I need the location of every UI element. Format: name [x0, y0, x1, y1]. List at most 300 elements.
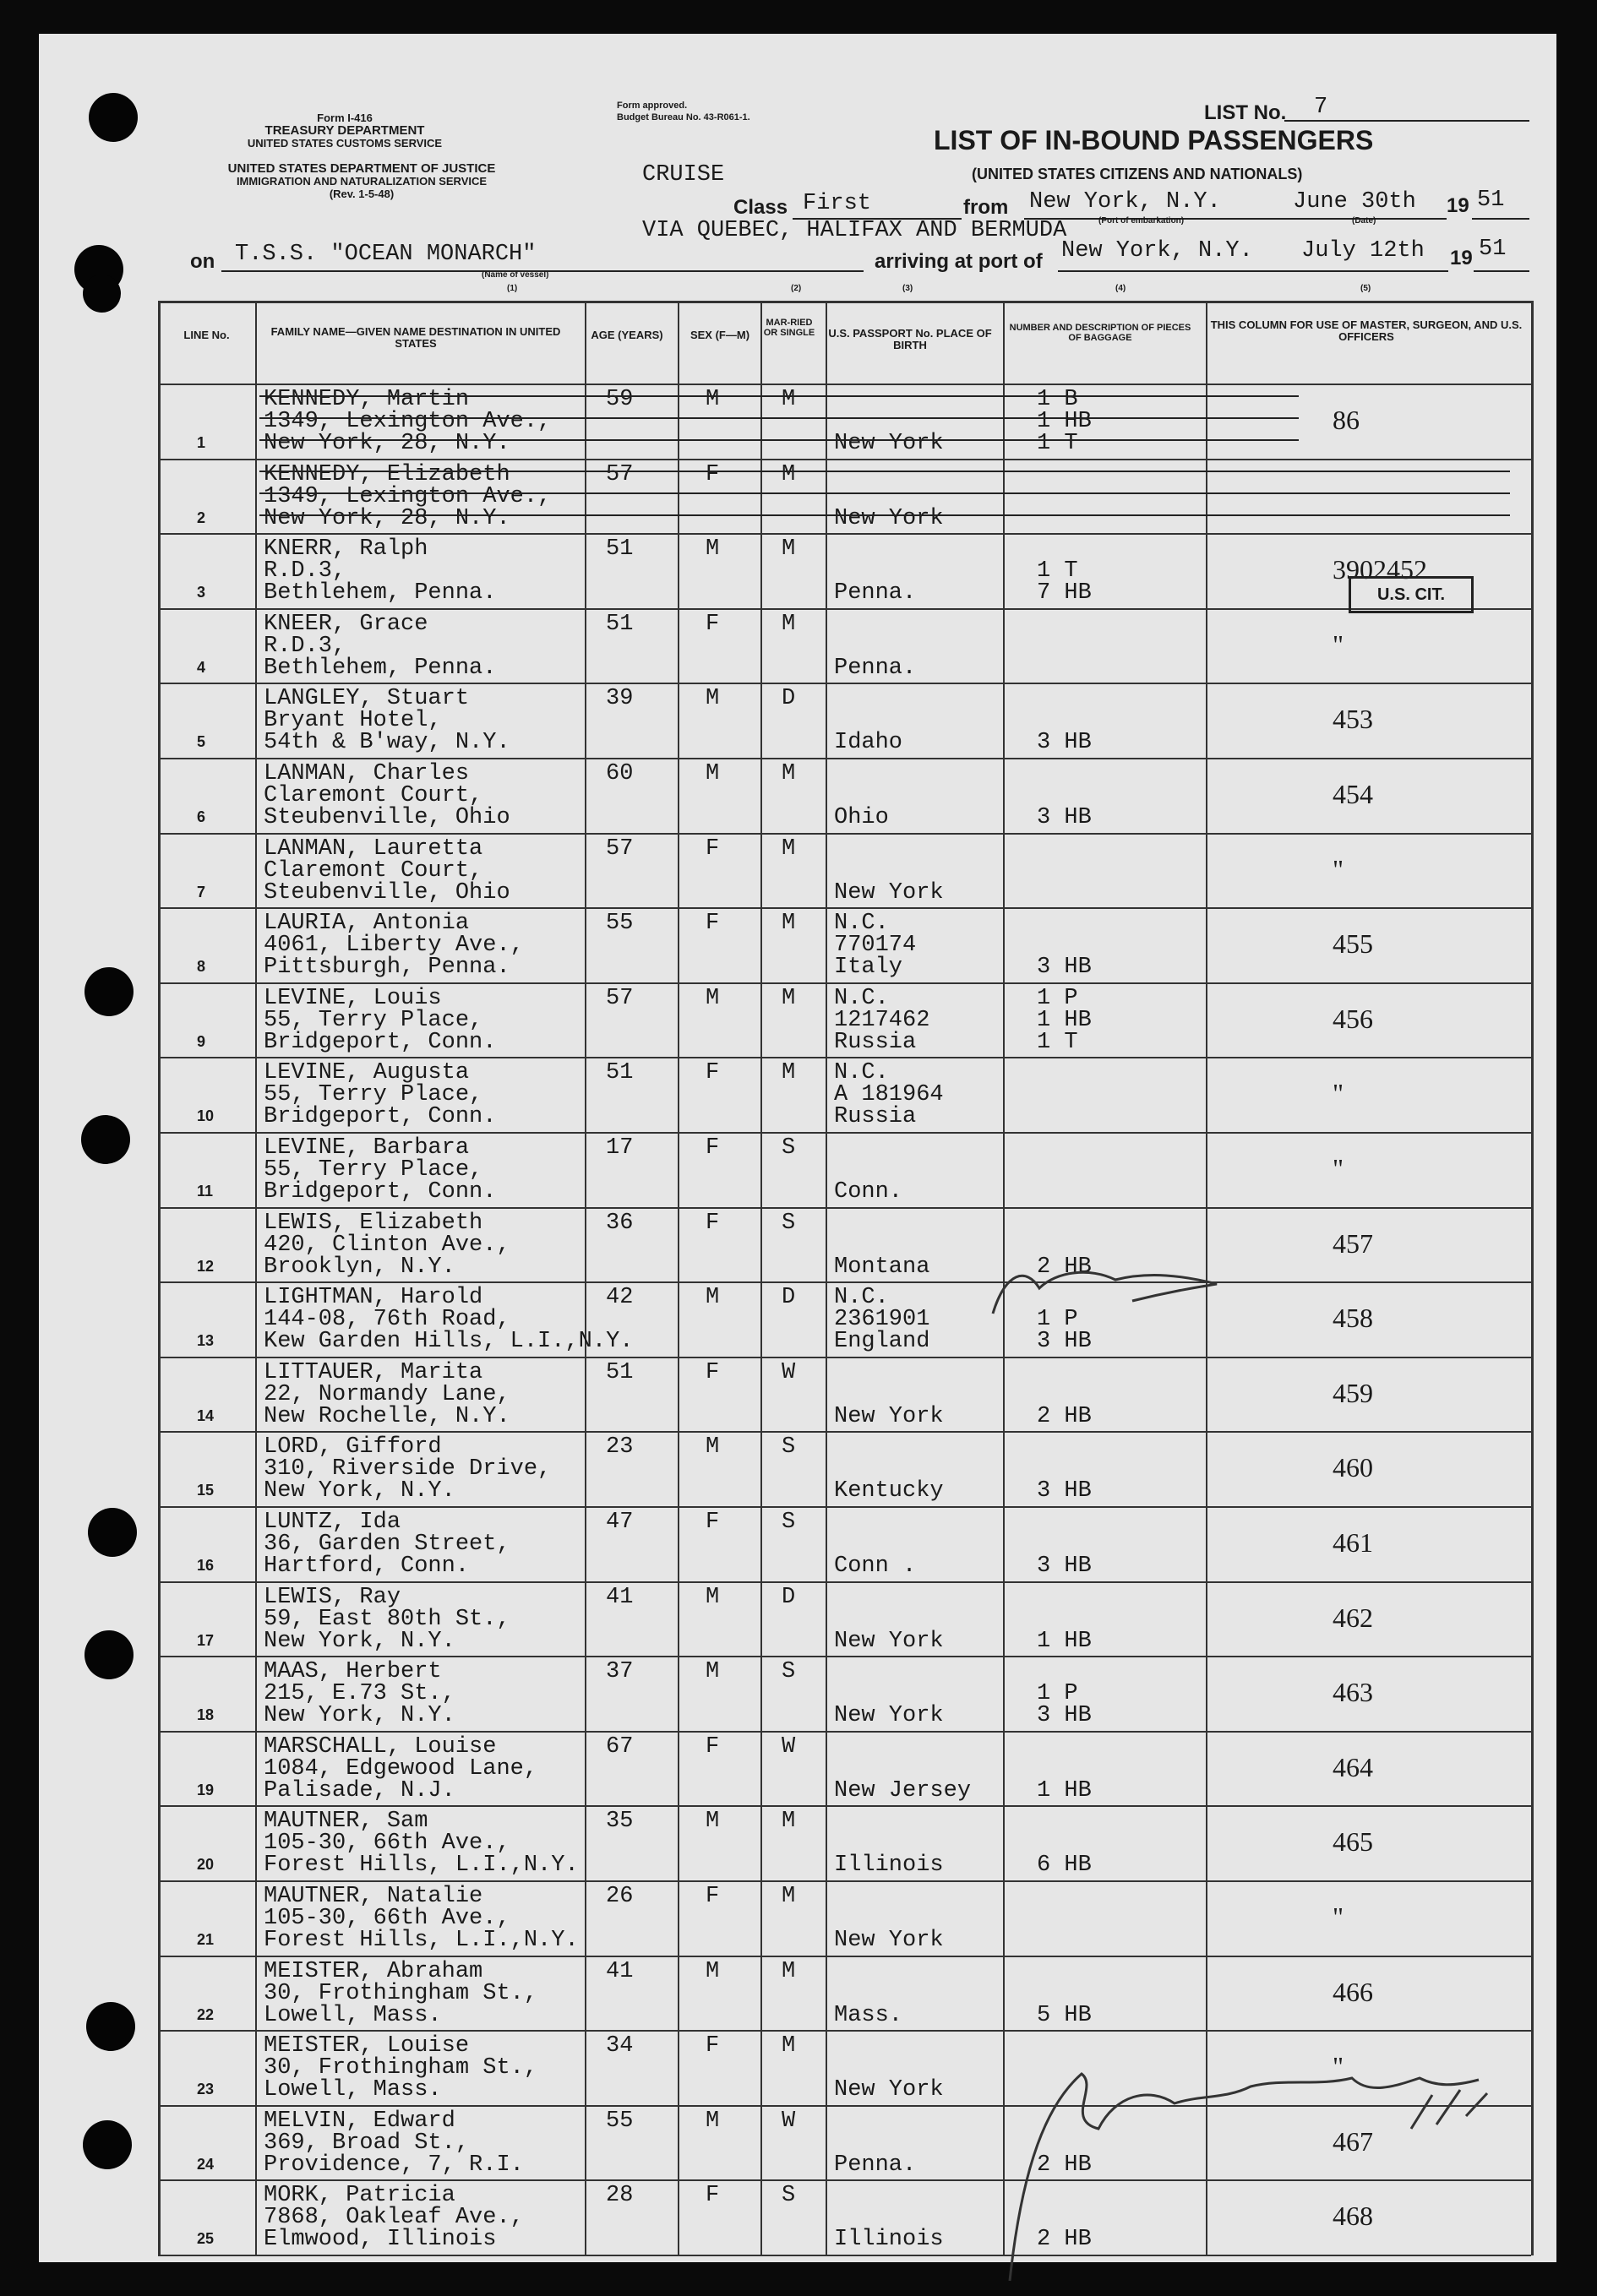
cell-officer-note: 465 — [1333, 1826, 1373, 1858]
customs-service: UNITED STATES CUSTOMS SERVICE — [247, 137, 443, 150]
cell-addr1: 369, Broad St., — [264, 2130, 470, 2156]
cell-ms: W — [782, 2108, 796, 2134]
cell-sex: M — [706, 387, 720, 412]
cell-addr2: Kew Garden Hills, L.I.,N.Y. — [264, 1329, 634, 1355]
cell-addr2: New York, N.Y. — [264, 1628, 455, 1654]
cell-place-of-birth: Penna. — [834, 655, 917, 681]
port-of-arrival: New York, N.Y. — [1061, 238, 1253, 264]
cell-addr1: 30, Frothingham St., — [264, 1980, 538, 2006]
row-divider — [158, 1731, 1531, 1733]
strike-through — [259, 417, 1299, 419]
col-head-married: MAR-RIED OR SINGLE — [763, 318, 815, 338]
cell-baggage-line-2: 1 HB — [1037, 409, 1092, 434]
cell-addr2: Bethlehem, Penna. — [264, 580, 497, 607]
cell-ms: D — [782, 1285, 796, 1311]
cell-addr2: Hartford, Conn. — [264, 1553, 470, 1579]
binder-hole — [81, 1115, 130, 1164]
cell-officer-note: 467 — [1333, 2125, 1373, 2157]
cell-addr2: Bridgeport, Conn. — [264, 1104, 497, 1130]
strike-through — [259, 492, 1510, 494]
cell-addr1: 55, Terry Place, — [264, 1157, 483, 1183]
cell-age: 42 — [606, 1285, 634, 1311]
cell-ms: M — [782, 985, 796, 1011]
row-divider — [158, 1656, 1531, 1657]
cell-addr2: Elmwood, Illinois — [264, 2227, 497, 2253]
table-row — [158, 1956, 1531, 2031]
budget-bureau: Budget Bureau No. 43-R061-1. — [617, 112, 750, 122]
table-row — [158, 533, 1531, 608]
cell-officer-note: " — [1333, 1078, 1344, 1109]
cell-addr1: Claremont Court, — [264, 857, 483, 884]
line-number: 13 — [197, 1332, 215, 1350]
cell-place-of-birth: England — [834, 1329, 930, 1355]
cell-baggage-line-3: 1 T — [1037, 1029, 1078, 1055]
row-divider — [158, 2179, 1531, 2181]
cell-addr1: 105-30, 66th Ave., — [264, 1906, 510, 1931]
cell-name: LAURIA, Antonia — [264, 911, 470, 937]
table-bottom-border — [158, 2255, 1531, 2256]
form-approved: Form approved. — [617, 101, 688, 111]
cell-baggage-line-2: 1 P — [1037, 1307, 1078, 1333]
cell-addr1: 30, Frothingham St., — [264, 2055, 538, 2081]
table-row — [158, 758, 1531, 833]
col-num-5: (5) — [1360, 284, 1371, 293]
cell-officer-note: " — [1333, 1902, 1344, 1932]
row-divider — [158, 1506, 1531, 1508]
col-head-sex: SEX (F—M) — [689, 329, 750, 341]
table-row — [158, 608, 1531, 683]
cell-passport-line-2: 2361901 — [834, 1307, 930, 1333]
cell-baggage-line-2: 1 T — [1037, 558, 1078, 585]
line-number: 10 — [197, 1107, 215, 1125]
cell-baggage-line-3: 7 HB — [1037, 580, 1092, 607]
col-head-age: AGE (YEARS) — [591, 329, 663, 341]
cell-addr1: 36, Garden Street, — [264, 1532, 510, 1557]
cell-addr1: R.D.3, — [264, 558, 346, 585]
cell-officer-note: " — [1333, 628, 1344, 660]
row-divider — [158, 459, 1531, 460]
cell-place-of-birth: Penna. — [834, 2152, 917, 2178]
cell-baggage-line-3: 3 HB — [1037, 955, 1092, 981]
cell-addr2: Steubenville, Ohio — [264, 805, 510, 830]
approval-block — [617, 100, 750, 123]
cell-name: KENNEDY, Elizabeth — [264, 461, 510, 487]
cell-place-of-birth: Conn . — [834, 1553, 917, 1579]
line-number: 5 — [197, 733, 206, 751]
cell-addr1: 105-30, 66th Ave., — [264, 1831, 510, 1857]
cell-ms: D — [782, 686, 796, 712]
cell-sex: F — [706, 461, 720, 487]
cell-age: 55 — [606, 911, 634, 937]
cell-addr1: 310, Riverside Drive, — [264, 1456, 552, 1483]
document-title: LIST OF IN-BOUND PASSENGERS — [934, 125, 1374, 155]
cell-addr2: Forest Hills, L.I.,N.Y. — [264, 1928, 579, 1953]
cell-name: KNEER, Grace — [264, 611, 428, 637]
table-row — [158, 2105, 1531, 2180]
line-number: 19 — [197, 1781, 215, 1798]
year1-line — [1472, 218, 1529, 220]
line-number: 3 — [197, 584, 206, 601]
cell-age: 34 — [606, 2033, 634, 2059]
stamp-text: U.S. CIT. — [1376, 585, 1445, 604]
line-number: 1 — [197, 434, 206, 451]
cell-age: 51 — [606, 1060, 634, 1086]
from-label: from — [963, 196, 1009, 219]
cell-sex: F — [706, 1884, 720, 1909]
cell-age: 26 — [606, 1884, 634, 1909]
cell-place-of-birth: New York — [834, 1628, 944, 1654]
cell-addr1: R.D.3, — [264, 633, 346, 659]
cell-addr2: New York, N.Y. — [264, 1703, 455, 1729]
cell-addr1: 215, E.73 St., — [264, 1681, 455, 1707]
cell-place-of-birth: New York — [834, 1403, 944, 1429]
cell-name: MORK, Patricia — [264, 2183, 455, 2209]
cell-passport-line-2: A 181964 — [834, 1082, 944, 1108]
cell-age: 37 — [606, 1659, 634, 1685]
row-divider — [158, 608, 1531, 610]
cell-officer-note: 459 — [1333, 1377, 1373, 1408]
cell-officer-note: " — [1333, 1153, 1344, 1183]
table-row — [158, 907, 1531, 982]
cell-addr2: Lowell, Mass. — [264, 2077, 442, 2103]
cell-addr2: New York, 28, N.Y. — [264, 431, 510, 456]
class-value: First — [803, 191, 872, 216]
table-row — [158, 2179, 1531, 2255]
cell-ms: S — [782, 1434, 796, 1461]
cell-place-of-birth: New York — [834, 505, 944, 531]
row-divider — [158, 1581, 1531, 1583]
cell-sex: F — [706, 1733, 720, 1760]
cell-sex: F — [706, 1359, 720, 1385]
row-divider — [158, 982, 1531, 984]
col-num-2: (2) — [791, 284, 802, 293]
line-number: 25 — [197, 2230, 215, 2248]
form-id-block — [218, 112, 471, 150]
cell-name: LANGLEY, Stuart — [264, 686, 470, 712]
cell-baggage-line-2: 1 P — [1037, 1681, 1078, 1707]
cell-baggage-line-3: 3 HB — [1037, 1329, 1092, 1355]
cell-officer-note: 454 — [1333, 779, 1373, 809]
cell-sex: F — [706, 1060, 720, 1086]
cell-addr2: Forest Hills, L.I.,N.Y. — [264, 1853, 579, 1879]
table-outer-border — [1531, 301, 1534, 2255]
cell-sex: F — [706, 611, 720, 637]
cell-sex: M — [706, 761, 720, 786]
doj-block — [193, 162, 531, 200]
form-number: Form I-416 — [317, 112, 373, 124]
cell-addr1: Claremont Court, — [264, 783, 483, 808]
cell-passport-line-2: 770174 — [834, 933, 917, 959]
cell-place-of-birth: New York — [834, 879, 944, 906]
cell-age: 39 — [606, 686, 634, 712]
table-row — [158, 384, 1531, 459]
table-row — [158, 982, 1531, 1058]
cell-place-of-birth: Kentucky — [834, 1478, 944, 1504]
cell-addr2: Lowell, Mass. — [264, 2002, 442, 2028]
cell-name: MEISTER, Abraham — [264, 1958, 483, 1984]
col-head-line: LINE No. — [183, 329, 230, 341]
cell-baggage-line-3: 2 HB — [1037, 2227, 1092, 2253]
cell-name: MAAS, Herbert — [264, 1659, 442, 1685]
cell-place-of-birth: New York — [834, 1703, 944, 1729]
line-number: 22 — [197, 2005, 215, 2023]
cell-officer-note: 453 — [1333, 704, 1373, 735]
cell-officer-note: 86 — [1333, 405, 1360, 435]
table-row — [158, 1207, 1531, 1282]
cell-place-of-birth: Illinois — [834, 2227, 944, 2253]
cell-officer-note: 463 — [1333, 1677, 1373, 1708]
table-row — [158, 1656, 1531, 1731]
cell-baggage-line-3: 3 HB — [1037, 1703, 1092, 1729]
cell-place-of-birth: Mass. — [834, 2002, 903, 2028]
cell-addr2: Palisade, N.J. — [264, 1777, 455, 1804]
cell-ms: S — [782, 1135, 796, 1161]
cell-place-of-birth: Montana — [834, 1254, 930, 1280]
cell-age: 35 — [606, 1809, 634, 1835]
passenger-table — [158, 269, 1531, 2255]
cell-passport-line-1: N.C. — [834, 1060, 889, 1086]
row-divider — [158, 533, 1531, 535]
document-subtitle: (UNITED STATES CITIZENS AND NATIONALS) — [972, 166, 1303, 182]
cell-passport-line-1: N.C. — [834, 985, 889, 1011]
cell-officer-note: 466 — [1333, 1976, 1373, 2007]
cell-age: 17 — [606, 1135, 634, 1161]
cell-addr2: Bridgeport, Conn. — [264, 1029, 497, 1055]
cell-ms: M — [782, 387, 796, 412]
cell-ms: S — [782, 1210, 796, 1236]
cell-addr1: 22, Normandy Lane, — [264, 1381, 510, 1407]
cell-ms: M — [782, 1884, 796, 1909]
line-number: 7 — [197, 883, 206, 900]
cell-baggage-line-3: 2 HB — [1037, 2152, 1092, 2178]
cell-addr2: New York, N.Y. — [264, 1478, 455, 1504]
list-no-line — [1284, 120, 1529, 122]
cell-sex: M — [706, 985, 720, 1011]
line-number: 18 — [197, 1706, 215, 1724]
row-divider — [158, 1956, 1531, 1957]
cell-name: LITTAUER, Marita — [264, 1359, 483, 1385]
cell-name: MAUTNER, Natalie — [264, 1884, 483, 1909]
cell-addr2: Bridgeport, Conn. — [264, 1179, 497, 1205]
cell-baggage-line-3: 3 HB — [1037, 1553, 1092, 1579]
cell-officer-note: 455 — [1333, 928, 1373, 960]
vessel-caption: (Name of vessel) — [482, 270, 549, 280]
rev-date: (Rev. 1-5-48) — [329, 188, 395, 200]
cell-name: LEWIS, Ray — [264, 1584, 401, 1610]
cruise-label: CRUISE — [642, 162, 725, 188]
cell-age: 23 — [606, 1434, 634, 1461]
table-row — [158, 459, 1531, 534]
cell-ms: M — [782, 461, 796, 487]
cell-addr2: Steubenville, Ohio — [264, 879, 510, 906]
cell-place-of-birth: Italy — [834, 955, 903, 981]
year1-value: 51 — [1477, 188, 1505, 213]
col-head-officers: THIS COLUMN FOR USE OF MASTER, SURGEON, AND U.S. OFFICERS — [1210, 318, 1523, 343]
cell-name: LEWIS, Elizabeth — [264, 1210, 483, 1236]
cell-age: 57 — [606, 985, 634, 1011]
cell-name: LEVINE, Louis — [264, 985, 442, 1011]
cell-sex: M — [706, 2108, 720, 2134]
port-of-embarkation: New York, N.Y. — [1029, 189, 1221, 215]
cell-officer-note: 468 — [1333, 2201, 1373, 2232]
cell-place-of-birth: New York — [834, 1928, 944, 1953]
cell-baggage-line-2: 1 HB — [1037, 1007, 1092, 1033]
row-divider — [158, 1207, 1531, 1209]
line-number: 16 — [197, 1557, 215, 1574]
cell-sex: F — [706, 835, 720, 862]
cell-sex: M — [706, 1584, 720, 1610]
row-divider — [158, 683, 1531, 684]
cell-sex: F — [706, 2033, 720, 2059]
cell-addr2: Providence, 7, R.I. — [264, 2152, 524, 2178]
cell-age: 51 — [606, 1359, 634, 1385]
cell-sex: F — [706, 1210, 720, 1236]
cell-addr1: 1349, Lexington Ave., — [264, 409, 552, 434]
row-divider — [158, 1057, 1531, 1058]
col-head-passport: U.S. PASSPORT No. PLACE OF BIRTH — [828, 327, 992, 351]
cell-addr1: 55, Terry Place, — [264, 1082, 483, 1108]
line-number: 12 — [197, 1257, 215, 1275]
cell-age: 36 — [606, 1210, 634, 1236]
cell-baggage-line-1: 1 P — [1037, 985, 1078, 1011]
cell-name: LORD, Gifford — [264, 1434, 442, 1461]
cell-officer-note: 460 — [1333, 1452, 1373, 1483]
cell-sex: M — [706, 1285, 720, 1311]
line-number: 24 — [197, 2155, 215, 2173]
row-divider — [158, 1132, 1531, 1134]
table-row — [158, 1357, 1531, 1432]
cell-sex: M — [706, 1659, 720, 1685]
cell-place-of-birth: Conn. — [834, 1179, 903, 1205]
table-row — [158, 833, 1531, 908]
cell-place-of-birth: Russia — [834, 1029, 917, 1055]
row-divider — [158, 1357, 1531, 1358]
cell-baggage-line-3: 2 HB — [1037, 1403, 1092, 1429]
ins-title: IMMIGRATION AND NATURALIZATION SERVICE — [236, 175, 488, 188]
cell-baggage-line-3: 2 HB — [1037, 1254, 1092, 1280]
year1-prefix: 19 — [1447, 194, 1469, 217]
col-head-baggage: NUMBER AND DESCRIPTION OF PIECES OF BAGGAGE — [1009, 323, 1191, 343]
cell-name: LANMAN, Charles — [264, 761, 470, 786]
binder-hole — [86, 2002, 135, 2051]
cell-ms: W — [782, 1359, 796, 1385]
cell-sex: F — [706, 2183, 720, 2209]
table-row — [158, 1506, 1531, 1581]
cell-sex: M — [706, 686, 720, 712]
cell-ms: M — [782, 1958, 796, 1984]
us-citizen-stamp — [1349, 576, 1474, 613]
cell-name: MARSCHALL, Louise — [264, 1733, 497, 1760]
row-divider — [158, 2030, 1531, 2032]
table-top-border — [158, 301, 1531, 303]
cell-age: 57 — [606, 835, 634, 862]
date-caption: (Date) — [1352, 216, 1376, 226]
cell-place-of-birth: Illinois — [834, 1853, 944, 1879]
cell-sex: F — [706, 1135, 720, 1161]
cell-ms: M — [782, 536, 796, 563]
cell-sex: M — [706, 1809, 720, 1835]
cell-ms: M — [782, 1809, 796, 1835]
cell-addr2: Pittsburgh, Penna. — [264, 955, 510, 981]
cell-baggage-line-3: 1 HB — [1037, 1628, 1092, 1654]
cell-addr1: 55, Terry Place, — [264, 1007, 483, 1033]
cell-baggage-line-3: 5 HB — [1037, 2002, 1092, 2028]
line-number: 14 — [197, 1406, 215, 1424]
cell-name: LUNTZ, Ida — [264, 1510, 401, 1535]
line-number: 9 — [197, 1032, 206, 1050]
cell-baggage-line-1: 1 B — [1037, 387, 1078, 412]
table-row — [158, 1880, 1531, 1956]
cell-place-of-birth: New York — [834, 2077, 944, 2103]
cell-name: KENNEDY, Martin — [264, 387, 470, 412]
route-via: VIA QUEBEC, HALIFAX AND BERMUDA — [642, 218, 1067, 243]
row-divider — [158, 833, 1531, 835]
cell-sex: F — [706, 911, 720, 937]
cell-name: MEISTER, Louise — [264, 2033, 470, 2059]
cell-passport-line-2: 1217462 — [834, 1007, 930, 1033]
cell-age: 47 — [606, 1510, 634, 1535]
cell-age: 51 — [606, 536, 634, 563]
cell-ms: S — [782, 1659, 796, 1685]
cell-addr1: 7868, Oakleaf Ave., — [264, 2205, 524, 2231]
from-line — [1024, 218, 1447, 220]
binder-hole — [89, 93, 138, 142]
row-divider — [158, 907, 1531, 909]
cell-addr1: Bryant Hotel, — [264, 708, 442, 734]
table-row — [158, 683, 1531, 758]
cell-addr1: 420, Clinton Ave., — [264, 1232, 510, 1258]
cell-place-of-birth: Idaho — [834, 730, 903, 756]
cell-ms: D — [782, 1584, 796, 1610]
table-row — [158, 1731, 1531, 1806]
line-number: 4 — [197, 658, 206, 676]
on-label: on — [190, 250, 215, 273]
class-label: Class — [733, 196, 788, 219]
table-row — [158, 1132, 1531, 1207]
cell-officer-note: 456 — [1333, 1003, 1373, 1034]
cell-age: 60 — [606, 761, 634, 786]
cell-passport-line-1: N.C. — [834, 911, 889, 937]
cell-officer-note: 461 — [1333, 1527, 1373, 1558]
strike-through — [259, 395, 1299, 397]
cell-name: KNERR, Ralph — [264, 536, 428, 563]
row-divider — [158, 1805, 1531, 1807]
cell-officer-note: 3902452 — [1333, 554, 1427, 585]
cell-ms: S — [782, 2183, 796, 2209]
line-number: 8 — [197, 958, 206, 976]
cell-baggage-line-3: 1 HB — [1037, 1777, 1092, 1804]
line-number: 11 — [197, 1183, 214, 1200]
line-number: 20 — [197, 1856, 215, 1874]
cell-officer-note: " — [1333, 853, 1344, 884]
table-row — [158, 1281, 1531, 1357]
strike-through — [259, 471, 1510, 472]
cell-addr1: 144-08, 76th Road, — [264, 1307, 510, 1333]
cell-age: 55 — [606, 2108, 634, 2134]
cell-addr1: 4061, Liberty Ave., — [264, 933, 524, 959]
year2-prefix: 19 — [1450, 247, 1473, 269]
cell-sex: M — [706, 1434, 720, 1461]
cell-addr2: Brooklyn, N.Y. — [264, 1254, 455, 1280]
line-number: 2 — [197, 509, 206, 526]
vessel-name: T.S.S. "OCEAN MONARCH" — [235, 242, 537, 267]
line-number: 17 — [197, 1631, 215, 1649]
cell-place-of-birth: New Jersey — [834, 1777, 972, 1804]
line-number: 21 — [197, 1931, 215, 1948]
cell-name: MAUTNER, Sam — [264, 1809, 428, 1835]
cell-baggage-line-3: 6 HB — [1037, 1853, 1092, 1879]
list-no-label: LIST No. — [1204, 101, 1287, 124]
